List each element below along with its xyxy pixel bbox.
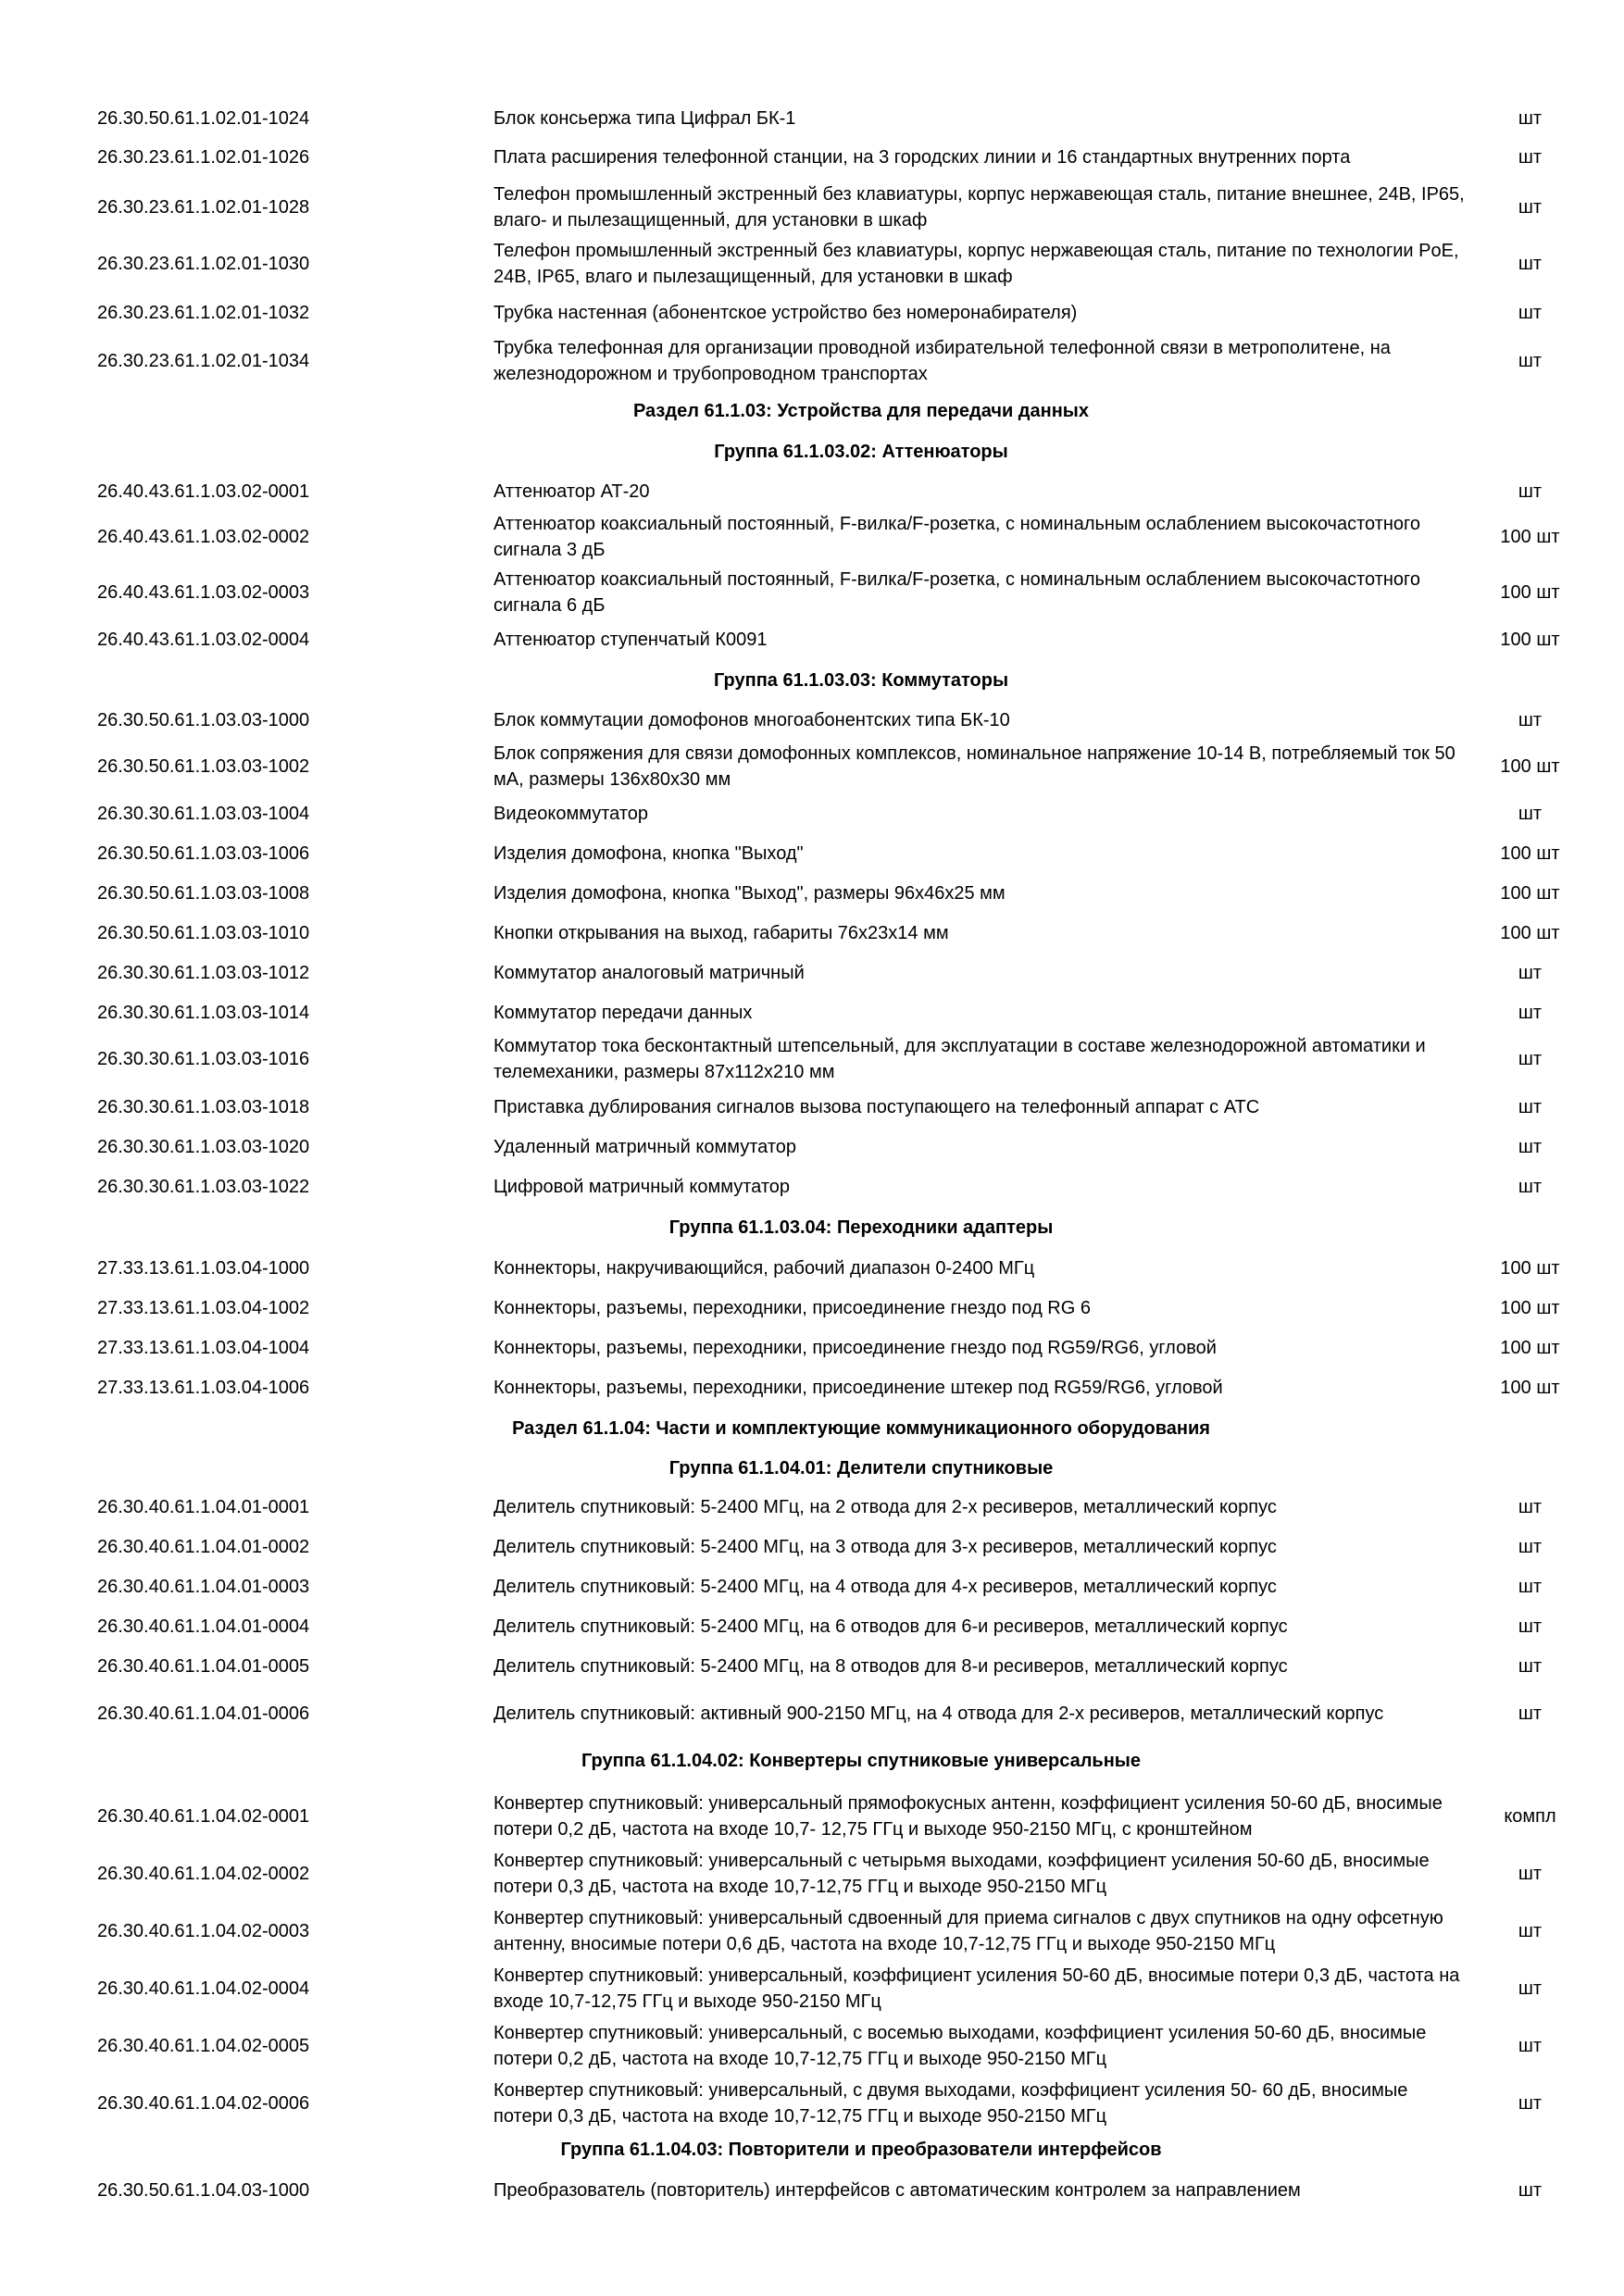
item-code: 26.30.23.61.1.02.01-1030: [97, 254, 310, 274]
table-row: [0, 236, 1624, 292]
item-name: Телефон промышленный экстренный без клавиатуры, корпус нержавеющая сталь, питание внешнее, 24В, IP65, влаго- и пылезащищенный, для установки в шкаф: [493, 184, 1465, 231]
item-name: Удаленный матричный коммутатор: [493, 1137, 797, 1157]
table-row: [0, 139, 1624, 176]
table-row: [0, 565, 1624, 620]
item-code: 26.30.40.61.1.04.02-0001: [97, 1806, 310, 1827]
item-name: Коннекторы, разъемы, переходники, присоединение гнездо под RG 6: [493, 1298, 1091, 1318]
item-unit: шт: [1518, 1703, 1543, 1724]
item-unit: 100 шт: [1500, 1258, 1560, 1279]
item-code: 26.30.30.61.1.03.03-1020: [97, 1137, 310, 1157]
item-unit: 100 шт: [1500, 1378, 1560, 1398]
item-unit: шт: [1518, 1177, 1543, 1197]
table-row: [0, 1031, 1624, 1087]
table-row: [0, 1529, 1624, 1566]
heading-text: Группа 61.1.04.02: Конвертеры спутниковые универсальные: [581, 1751, 1142, 1771]
item-code: 26.40.43.61.1.03.02-0003: [97, 582, 310, 603]
item-name: Трубка настенная (абонентское устройство без номеронабирателя): [493, 303, 1078, 323]
table-row: [0, 180, 1624, 235]
item-code: 26.30.50.61.1.03.03-1008: [97, 883, 310, 904]
item-unit: шт: [1518, 1978, 1543, 1999]
item-unit: шт: [1518, 481, 1543, 502]
table-row: [0, 1568, 1624, 1605]
section-heading: [0, 1410, 1624, 1447]
item-code: 26.30.30.61.1.03.03-1014: [97, 1003, 310, 1023]
group-heading: [0, 2131, 1624, 2168]
item-code: 26.30.40.61.1.04.01-0004: [97, 1616, 310, 1637]
item-code: 26.30.40.61.1.04.02-0003: [97, 1921, 310, 1941]
item-name: Конвертер спутниковый: универсальный сдвоенный для приема сигналов с двух спутников на одну офсетную антенну, вносимые потери 0,6 дБ, частота на входе 10,7-12,75 ГГц и выходе 950-2150 МГц: [493, 1908, 1443, 1954]
item-unit: шт: [1518, 804, 1543, 824]
item-unit: шт: [1518, 1097, 1543, 1117]
item-code: 26.30.30.61.1.03.03-1018: [97, 1097, 310, 1117]
item-name: Кнопки открывания на выход, габариты 76х23х14 мм: [493, 923, 949, 943]
item-unit: шт: [1518, 2180, 1543, 2201]
table-row: [0, 1608, 1624, 1645]
item-name: Коммутатор аналоговый матричный: [493, 963, 805, 983]
table-row: [0, 875, 1624, 912]
table-row: [0, 1789, 1624, 1844]
item-name: Изделия домофона, кнопка "Выход": [493, 843, 804, 864]
item-unit: шт: [1518, 254, 1543, 274]
item-code: 27.33.13.61.1.03.04-1000: [97, 1258, 310, 1279]
table-row: [0, 994, 1624, 1031]
item-code: 26.30.50.61.1.03.03-1006: [97, 843, 310, 864]
item-code: 26.30.40.61.1.04.02-0002: [97, 1864, 310, 1884]
item-code: 26.30.23.61.1.02.01-1028: [97, 197, 310, 218]
item-unit: шт: [1518, 1864, 1543, 1884]
table-row: [0, 955, 1624, 992]
item-name: Делитель спутниковый: 5-2400 МГц, на 4 отвода для 4-х ресиверов, металлический корпус: [493, 1577, 1277, 1597]
section-heading: [0, 393, 1624, 430]
item-code: 27.33.13.61.1.03.04-1004: [97, 1338, 310, 1358]
table-row: [0, 1686, 1624, 1741]
item-name: Аттенюатор коаксиальный постоянный, F-вилка/F-розетка, с номинальным ослаблением высокочастотного сигнала 6 дБ: [493, 569, 1421, 616]
table-row: [0, 333, 1624, 389]
item-name: Плата расширения телефонной станции, на 3 городских линии и 16 стандартных внутренних порта: [493, 147, 1351, 168]
item-unit: 100 шт: [1500, 1338, 1560, 1358]
item-code: 26.30.30.61.1.03.03-1012: [97, 963, 310, 983]
table-row: [0, 473, 1624, 510]
item-unit: 100 шт: [1500, 843, 1560, 864]
item-name: Коннекторы, разъемы, переходники, присоединение гнездо под RG59/RG6, угловой: [493, 1338, 1217, 1358]
item-code: 26.30.40.61.1.04.02-0005: [97, 2036, 310, 2056]
table-row: [0, 1329, 1624, 1366]
item-unit: 100 шт: [1500, 527, 1560, 547]
item-unit: шт: [1518, 963, 1543, 983]
item-unit: 100 шт: [1500, 923, 1560, 943]
table-row: [0, 739, 1624, 794]
item-name: Коммутатор передачи данных: [493, 1003, 753, 1023]
table-row: [0, 100, 1624, 137]
table-row: [0, 702, 1624, 739]
item-code: 26.30.50.61.1.03.03-1000: [97, 710, 310, 730]
item-unit: шт: [1518, 710, 1543, 730]
item-code: 26.30.23.61.1.02.01-1032: [97, 303, 310, 323]
item-name: Делитель спутниковый: 5-2400 МГц, на 3 отвода для 3-х ресиверов, металлический корпус: [493, 1537, 1277, 1557]
table-row: [0, 795, 1624, 832]
item-name: Конвертер спутниковый: универсальный, с двумя выходами, коэффициент усиления 50- 60 дБ, вносимые потери 0,3 дБ, частота на входе 10,7-12,75 ГГц и выходе 950-2150 МГц: [493, 2080, 1408, 2127]
item-code: 26.30.40.61.1.04.01-0002: [97, 1537, 310, 1557]
table-row: [0, 835, 1624, 872]
item-code: 26.30.30.61.1.03.03-1022: [97, 1177, 310, 1197]
table-row: [0, 1168, 1624, 1205]
heading-text: Раздел 61.1.04: Части и комплектующие коммуникационного оборудования: [512, 1418, 1210, 1439]
item-name: Аттенюатор ступенчатый К0091: [493, 630, 768, 650]
item-code: 26.30.23.61.1.02.01-1026: [97, 147, 310, 168]
item-unit: шт: [1518, 1616, 1543, 1637]
table-row: [0, 1648, 1624, 1685]
item-unit: шт: [1518, 2093, 1543, 2114]
group-heading: [0, 1450, 1624, 1487]
table-row: [0, 1489, 1624, 1526]
item-code: 27.33.13.61.1.03.04-1006: [97, 1378, 310, 1398]
item-name: Делитель спутниковый: 5-2400 МГц, на 2 отвода для 2-х ресиверов, металлический корпус: [493, 1497, 1277, 1517]
item-unit: шт: [1518, 147, 1543, 168]
item-unit: шт: [1518, 1049, 1543, 1069]
item-code: 26.30.30.61.1.03.03-1016: [97, 1049, 310, 1069]
table-row: [0, 1129, 1624, 1166]
item-unit: шт: [1518, 351, 1543, 371]
item-code: 26.30.40.61.1.04.01-0006: [97, 1703, 310, 1724]
group-heading: [0, 1742, 1624, 1779]
item-unit: шт: [1518, 1656, 1543, 1677]
item-unit: шт: [1518, 1003, 1543, 1023]
item-name: Блок коммутации домофонов многоабонентских типа БК-10: [493, 710, 1010, 730]
item-name: Блок консьержа типа Цифрал БК-1: [493, 108, 796, 129]
item-name: Конвертер спутниковый: универсальный прямофокусных антенн, коэффициент усиления 50-60 дБ, вносимые потери 0,2 дБ, частота на входе 10,7- 12,75 ГГц и выходе 950-2150 МГц, с кронштейном: [493, 1793, 1443, 1840]
item-name: Аттенюатор АТ-20: [493, 481, 650, 502]
item-code: 26.30.40.61.1.04.01-0001: [97, 1497, 310, 1517]
item-name: Конвертер спутниковый: универсальный, с восемью выходами, коэффициент усиления 50-60 дБ, вносимые потери 0,2 дБ, частота на входе 10,7-12,75 ГГц и выходе 950-2150 МГц: [493, 2023, 1427, 2069]
table-row: [0, 2172, 1624, 2209]
table-row: [0, 509, 1624, 565]
item-unit: 100 шт: [1500, 582, 1560, 603]
table-row: [0, 1369, 1624, 1406]
group-heading: [0, 662, 1624, 699]
item-name: Блок сопряжения для связи домофонных комплексов, номинальное напряжение 10-14 В, потребляемый ток 50 мА, размеры 136х80х30 мм: [493, 743, 1455, 790]
item-name: Коннекторы, разъемы, переходники, присоединение штекер под RG59/RG6, угловой: [493, 1378, 1223, 1398]
item-code: 26.30.40.61.1.04.02-0006: [97, 2093, 310, 2114]
item-unit: шт: [1518, 1921, 1543, 1941]
item-name: Преобразователь (повторитель) интерфейсов с автоматическим контролем за направлением: [493, 2180, 1301, 2201]
item-code: 26.40.43.61.1.03.02-0004: [97, 630, 310, 650]
item-name: Цифровой матричный коммутатор: [493, 1177, 790, 1197]
table-row: [0, 1846, 1624, 1902]
item-name: Делитель спутниковый: активный 900-2150 МГц, на 4 отвода для 2-х ресиверов, металлический корпус: [493, 1703, 1384, 1724]
group-heading: [0, 433, 1624, 470]
item-code: 26.40.43.61.1.03.02-0002: [97, 527, 310, 547]
item-name: Делитель спутниковый: 5-2400 МГц, на 6 отводов для 6-и ресиверов, металлический корпус: [493, 1616, 1288, 1637]
item-name: Видеокоммутатор: [493, 804, 649, 824]
item-unit: 100 шт: [1500, 630, 1560, 650]
table-row: [0, 621, 1624, 658]
item-unit: шт: [1518, 197, 1543, 218]
item-unit: 100 шт: [1500, 756, 1560, 777]
item-name: Трубка телефонная для организации проводной избирательной телефонной связи в метрополитене, на железнодорожном и трубопроводном транспортах: [493, 338, 1391, 384]
heading-text: Группа 61.1.03.02: Аттенюаторы: [714, 442, 1008, 462]
item-unit: шт: [1518, 2036, 1543, 2056]
item-code: 26.30.50.61.1.03.03-1010: [97, 923, 310, 943]
group-heading: [0, 1209, 1624, 1246]
item-code: 26.30.50.61.1.02.01-1024: [97, 108, 310, 129]
table-row: [0, 2076, 1624, 2131]
item-code: 26.30.50.61.1.03.03-1002: [97, 756, 310, 777]
item-unit: шт: [1518, 1137, 1543, 1157]
item-name: Конвертер спутниковый: универсальный, коэффициент усиления 50-60 дБ, вносимые потери 0,3 дБ, частота на входе 10,7-12,75 ГГц и выходе 950-2150 МГц: [493, 1965, 1460, 2012]
item-unit: шт: [1518, 1577, 1543, 1597]
item-name: Телефон промышленный экстренный без клавиатуры, корпус нержавеющая сталь, питание по технологии PoE, 24В, IP65, влаго и пылезащищенный, для установки в шкаф: [493, 241, 1459, 287]
table-row: [0, 1903, 1624, 1959]
heading-text: Группа 61.1.03.04: Переходники адаптеры: [668, 1217, 1054, 1238]
heading-text: Группа 61.1.04.01: Делители спутниковые: [668, 1458, 1054, 1479]
item-name: Конвертер спутниковый: универсальный с четырьмя выходами, коэффициент усиления 50-60 дБ, вносимые потери 0,3 дБ, частота на входе 10,7-12,75 ГГц и выходе 950-2150 МГц: [493, 1851, 1430, 1897]
table-row: [0, 1089, 1624, 1126]
item-code: 26.30.40.61.1.04.01-0003: [97, 1577, 310, 1597]
item-code: 26.30.40.61.1.04.01-0005: [97, 1656, 310, 1677]
table-row: [0, 1250, 1624, 1287]
item-name: Аттенюатор коаксиальный постоянный, F-вилка/F-розетка, с номинальным ослаблением высокочастотного сигнала 3 дБ: [493, 514, 1421, 560]
heading-text: Раздел 61.1.03: Устройства для передачи данных: [632, 401, 1089, 421]
item-name: Изделия домофона, кнопка "Выход", размеры 96х46х25 мм: [493, 883, 1006, 904]
item-unit: шт: [1518, 1497, 1543, 1517]
item-name: Коммутатор тока бесконтактный штепсельный, для эксплуатации в составе железнодорожной автоматики и телемеханики, размеры 87х112х210 мм: [493, 1036, 1426, 1082]
item-name: Делитель спутниковый: 5-2400 МГц, на 8 отводов для 8-и ресиверов, металлический корпус: [493, 1656, 1288, 1677]
item-unit: шт: [1518, 108, 1543, 129]
item-code: 26.30.40.61.1.04.02-0004: [97, 1978, 310, 1999]
table-row: [0, 915, 1624, 952]
item-code: 26.30.30.61.1.03.03-1004: [97, 804, 310, 824]
table-row: [0, 2018, 1624, 2074]
item-code: 26.30.50.61.1.04.03-1000: [97, 2180, 310, 2201]
item-name: Коннекторы, накручивающийся, рабочий диапазон 0-2400 МГц: [493, 1258, 1035, 1279]
item-code: 26.30.23.61.1.02.01-1034: [97, 351, 310, 371]
table-row: [0, 294, 1624, 331]
table-row: [0, 1290, 1624, 1327]
item-name: Приставка дублирования сигналов вызова поступающего на телефонный аппарат с АТС: [493, 1097, 1260, 1117]
heading-text: Группа 61.1.03.03: Коммутаторы: [713, 670, 1009, 691]
table-row: [0, 1961, 1624, 2016]
item-unit: 100 шт: [1500, 883, 1560, 904]
item-unit: компл: [1504, 1806, 1556, 1827]
item-unit: шт: [1518, 1537, 1543, 1557]
item-unit: 100 шт: [1500, 1298, 1560, 1318]
item-unit: шт: [1518, 303, 1543, 323]
heading-text: Группа 61.1.04.03: Повторители и преобразователи интерфейсов: [560, 2140, 1162, 2160]
item-code: 27.33.13.61.1.03.04-1002: [97, 1298, 310, 1318]
item-code: 26.40.43.61.1.03.02-0001: [97, 481, 310, 502]
